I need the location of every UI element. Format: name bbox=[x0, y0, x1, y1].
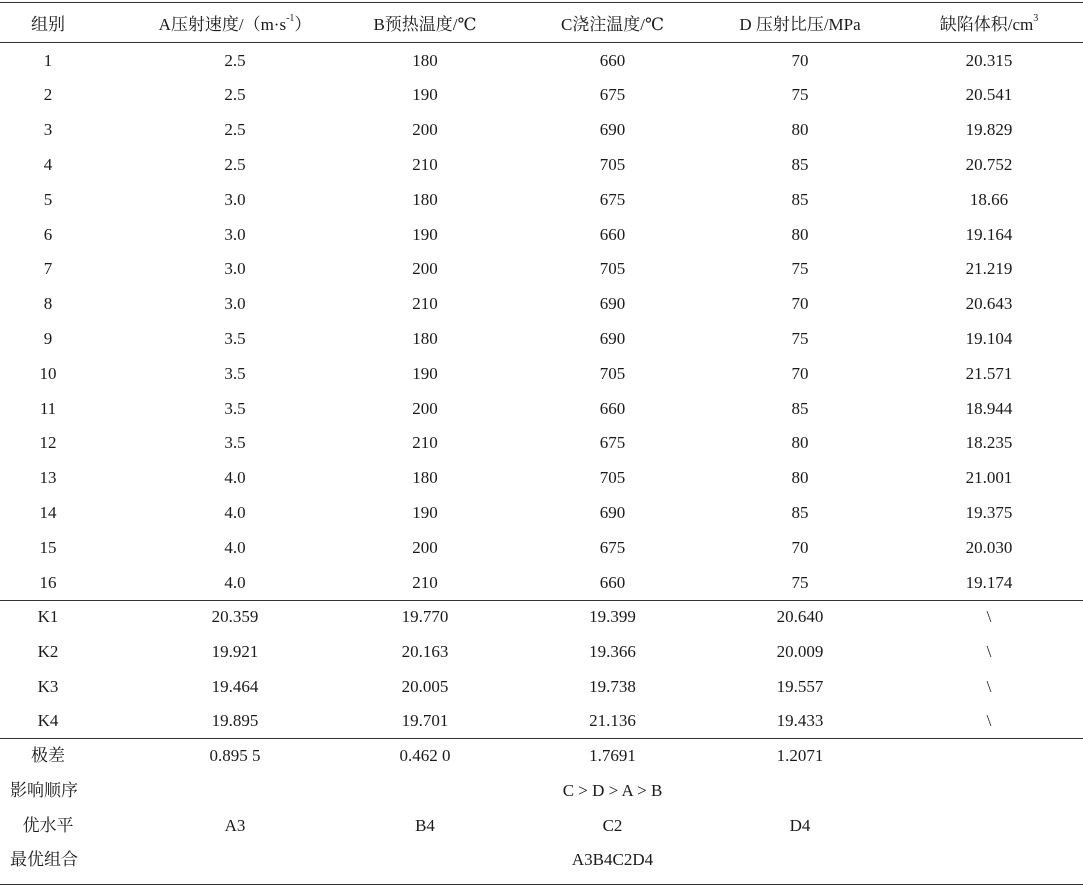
table-row-cell-0: 15 bbox=[39, 537, 57, 557]
table-row-cell-3: 705 bbox=[599, 363, 626, 383]
table-row-cell-2: 210 bbox=[412, 154, 438, 174]
optimal-b: B4 bbox=[415, 816, 435, 835]
table-row-cell-4: 70 bbox=[791, 537, 809, 557]
table-row-cell-1: 3.0 bbox=[224, 259, 246, 279]
table-row-cell-1: 2.5 bbox=[224, 120, 246, 140]
table-row-cell-2: 200 bbox=[412, 398, 438, 418]
table-row bbox=[0, 426, 1083, 461]
header-c: C浇注温度/℃ bbox=[560, 15, 665, 34]
k-row-cell-5: \ bbox=[986, 607, 992, 626]
k-row-cell-0: K3 bbox=[37, 676, 59, 696]
k-row-cell-2: 19.770 bbox=[401, 607, 449, 626]
header-a bbox=[140, 8, 330, 43]
table-row-cell-2: 180 bbox=[412, 468, 438, 488]
k-row-cell-3: 21.136 bbox=[589, 711, 636, 731]
table-row-cell-1: 2.5 bbox=[224, 50, 246, 70]
table-row-cell-1: 3.0 bbox=[224, 189, 246, 209]
table-row-cell-4: 75 bbox=[791, 328, 809, 348]
order-value: C > D > A > B bbox=[562, 781, 663, 800]
table-row bbox=[0, 461, 1083, 496]
table-row bbox=[0, 78, 1083, 113]
table-row-cell-0: 6 bbox=[43, 224, 53, 244]
k-row bbox=[0, 670, 1083, 705]
table-row-cell-3: 660 bbox=[599, 50, 626, 70]
k-row-cell-4: 20.640 bbox=[776, 607, 824, 626]
table-row-cell-0: 9 bbox=[43, 328, 53, 348]
table-row bbox=[0, 566, 1083, 601]
range-d: 1.2071 bbox=[776, 746, 824, 765]
table-row-cell-5: 18.235 bbox=[965, 433, 1013, 453]
table-row-cell-5: 19.174 bbox=[965, 572, 1013, 592]
header-b: B预热温度/℃ bbox=[373, 15, 477, 34]
table-row-cell-2: 180 bbox=[412, 328, 438, 348]
range-a: 0.895 5 bbox=[209, 746, 261, 765]
header-a-close: ） bbox=[294, 15, 312, 34]
table-row-cell-4: 85 bbox=[791, 502, 809, 522]
header-a-text: A压射速度/（m·s bbox=[158, 15, 287, 34]
table-row-cell-4: 80 bbox=[791, 433, 809, 453]
table-row-cell-2: 190 bbox=[412, 363, 438, 383]
k-row-cell-4: 19.557 bbox=[776, 676, 824, 696]
table-row-cell-1: 3.5 bbox=[224, 328, 246, 348]
header-a-sup: -1 bbox=[286, 13, 295, 25]
table-row-cell-4: 75 bbox=[791, 85, 809, 105]
table-row-cell-0: 14 bbox=[39, 502, 57, 522]
header-e-text: 缺陷体积/cm bbox=[939, 15, 1034, 34]
table-row-cell-4: 70 bbox=[791, 363, 809, 383]
k-row-cell-4: 19.433 bbox=[776, 711, 824, 731]
k-row-cell-1: 19.464 bbox=[211, 676, 259, 696]
table-row-cell-1: 4.0 bbox=[224, 572, 246, 592]
table-row-cell-2: 210 bbox=[412, 572, 438, 592]
k-row-cell-2: 20.163 bbox=[401, 641, 449, 661]
table-row bbox=[0, 392, 1083, 427]
k-row-cell-1: 19.921 bbox=[211, 641, 259, 661]
table-row-cell-1: 3.0 bbox=[224, 294, 246, 314]
k-row-cell-3: 19.738 bbox=[589, 676, 636, 696]
table-row-cell-4: 85 bbox=[791, 154, 809, 174]
table-row-cell-5: 19.164 bbox=[965, 224, 1013, 244]
table-row-cell-3: 705 bbox=[599, 468, 626, 488]
table-row-cell-1: 3.5 bbox=[224, 433, 246, 453]
table-row-cell-1: 3.0 bbox=[224, 224, 246, 244]
table-row-cell-5: 21.571 bbox=[965, 363, 1013, 383]
table-row-cell-4: 80 bbox=[791, 120, 809, 140]
table-row-cell-5: 19.375 bbox=[965, 502, 1013, 522]
table-row-cell-0: 10 bbox=[39, 363, 57, 383]
k-row-cell-5: \ bbox=[986, 711, 992, 731]
k-row-cell-0: K1 bbox=[37, 607, 59, 626]
table-row-cell-1: 2.5 bbox=[224, 154, 246, 174]
order-row bbox=[0, 774, 1083, 809]
k-row-cell-1: 19.895 bbox=[211, 711, 259, 731]
header-e bbox=[895, 8, 1083, 43]
table-bottom-rule bbox=[0, 884, 1083, 885]
table-row-cell-0: 4 bbox=[43, 154, 53, 174]
table-row-cell-0: 7 bbox=[43, 259, 53, 279]
table-row-cell-3: 705 bbox=[599, 154, 626, 174]
table-row-cell-2: 200 bbox=[412, 537, 438, 557]
table-row-cell-5: 20.315 bbox=[965, 50, 1013, 70]
k-row-cell-2: 19.701 bbox=[401, 711, 449, 731]
table-header-row bbox=[0, 8, 1083, 43]
table-row-cell-2: 190 bbox=[412, 85, 438, 105]
table-row-cell-5: 19.829 bbox=[965, 120, 1013, 140]
optimal-label: 优水平 bbox=[22, 816, 74, 835]
table-row-cell-5: 20.541 bbox=[965, 85, 1013, 105]
table-row-cell-0: 12 bbox=[39, 433, 57, 453]
table-row-cell-2: 180 bbox=[412, 50, 438, 70]
k-row bbox=[0, 600, 1083, 635]
table-row-cell-2: 190 bbox=[412, 224, 438, 244]
table-row-cell-1: 3.5 bbox=[224, 398, 246, 418]
k-row-cell-3: 19.399 bbox=[589, 607, 636, 626]
table-row-cell-1: 2.5 bbox=[224, 85, 246, 105]
optimal-a: A3 bbox=[224, 816, 246, 835]
table-row-cell-0: 11 bbox=[39, 398, 57, 418]
table-row-cell-4: 80 bbox=[791, 468, 809, 488]
table-row-cell-0: 13 bbox=[39, 468, 57, 488]
combo-label: 最优组合 bbox=[10, 850, 78, 869]
table-row-cell-1: 3.5 bbox=[224, 363, 246, 383]
table-row-cell-3: 675 bbox=[599, 189, 626, 209]
k-row-cell-1: 20.359 bbox=[211, 607, 259, 626]
combo-value: A3B4C2D4 bbox=[571, 850, 654, 869]
table-row-cell-3: 660 bbox=[599, 398, 626, 418]
table-row-cell-5: 21.219 bbox=[965, 259, 1013, 279]
table-row-cell-5: 21.001 bbox=[965, 468, 1013, 488]
table-row bbox=[0, 252, 1083, 287]
optimal-c: C2 bbox=[602, 816, 623, 835]
k-row-cell-0: K4 bbox=[37, 711, 59, 731]
table-row-cell-3: 675 bbox=[599, 85, 626, 105]
optimal-d: D4 bbox=[789, 816, 811, 835]
header-e-sup: 3 bbox=[1033, 13, 1039, 25]
table-row-cell-3: 675 bbox=[599, 433, 626, 453]
table-row-cell-4: 75 bbox=[791, 259, 809, 279]
table-row-cell-4: 85 bbox=[791, 398, 809, 418]
table-row bbox=[0, 44, 1083, 79]
table-row-cell-0: 16 bbox=[39, 572, 57, 592]
table-row-cell-5: 20.643 bbox=[965, 294, 1013, 314]
k-row bbox=[0, 635, 1083, 670]
table-row-cell-3: 690 bbox=[599, 502, 626, 522]
table-row-cell-2: 210 bbox=[412, 294, 438, 314]
table-row-cell-3: 690 bbox=[599, 328, 626, 348]
table-row bbox=[0, 287, 1083, 322]
table-row bbox=[0, 183, 1083, 218]
header-d: D 压射比压/MPa bbox=[739, 15, 861, 34]
table-row-cell-0: 3 bbox=[43, 120, 53, 140]
table-row bbox=[0, 148, 1083, 183]
table-row-cell-1: 4.0 bbox=[224, 502, 246, 522]
range-label: 极差 bbox=[31, 746, 65, 765]
k-row-cell-5: \ bbox=[986, 676, 992, 696]
table-row-cell-0: 5 bbox=[43, 189, 53, 209]
table-row-cell-2: 200 bbox=[412, 120, 438, 140]
range-c: 1.7691 bbox=[589, 746, 636, 765]
table-row-cell-5: 20.752 bbox=[965, 154, 1013, 174]
range-b: 0.462 0 bbox=[399, 746, 451, 765]
table-row-cell-3: 690 bbox=[599, 120, 626, 140]
header-group: 组别 bbox=[31, 15, 65, 34]
table-row-cell-3: 660 bbox=[599, 572, 626, 592]
table-row-cell-2: 200 bbox=[412, 259, 438, 279]
table-row-cell-1: 4.0 bbox=[224, 468, 246, 488]
range-row bbox=[0, 739, 1083, 774]
table-row-cell-3: 675 bbox=[599, 537, 626, 557]
table-row-cell-4: 80 bbox=[791, 224, 809, 244]
table-row-cell-4: 70 bbox=[791, 294, 809, 314]
table-row bbox=[0, 322, 1083, 357]
table-row-cell-2: 210 bbox=[412, 433, 438, 453]
table-row bbox=[0, 496, 1083, 531]
table-row bbox=[0, 531, 1083, 566]
table-row-cell-3: 660 bbox=[599, 224, 626, 244]
table-row-cell-0: 2 bbox=[43, 85, 53, 105]
table-row bbox=[0, 113, 1083, 148]
table-row-cell-3: 705 bbox=[599, 259, 626, 279]
k-row-cell-3: 19.366 bbox=[589, 641, 636, 661]
table-row-cell-5: 19.104 bbox=[965, 328, 1013, 348]
table-row-cell-5: 18.66 bbox=[969, 189, 1009, 209]
table-row-cell-4: 85 bbox=[791, 189, 809, 209]
k-row-cell-2: 20.005 bbox=[401, 676, 449, 696]
table-row bbox=[0, 357, 1083, 392]
k-row-cell-0: K2 bbox=[37, 641, 59, 661]
table-row-cell-0: 8 bbox=[43, 294, 53, 314]
table-row-cell-1: 4.0 bbox=[224, 537, 246, 557]
order-label: 影响顺序 bbox=[10, 781, 78, 800]
k-row-cell-5: \ bbox=[986, 641, 992, 661]
table-row-cell-2: 180 bbox=[412, 189, 438, 209]
k-row bbox=[0, 704, 1083, 739]
table-row-cell-5: 20.030 bbox=[965, 537, 1013, 557]
table-top-rule bbox=[0, 2, 1083, 3]
table-row bbox=[0, 218, 1083, 253]
table-row-cell-0: 1 bbox=[43, 50, 53, 70]
optimal-row bbox=[0, 809, 1083, 844]
table-row-cell-4: 70 bbox=[791, 50, 809, 70]
table-row-cell-5: 18.944 bbox=[965, 398, 1013, 418]
combo-row bbox=[0, 843, 1083, 878]
table-row-cell-4: 75 bbox=[791, 572, 809, 592]
table-row-cell-2: 190 bbox=[412, 502, 438, 522]
table-row-cell-3: 690 bbox=[599, 294, 626, 314]
k-row-cell-4: 20.009 bbox=[776, 641, 824, 661]
